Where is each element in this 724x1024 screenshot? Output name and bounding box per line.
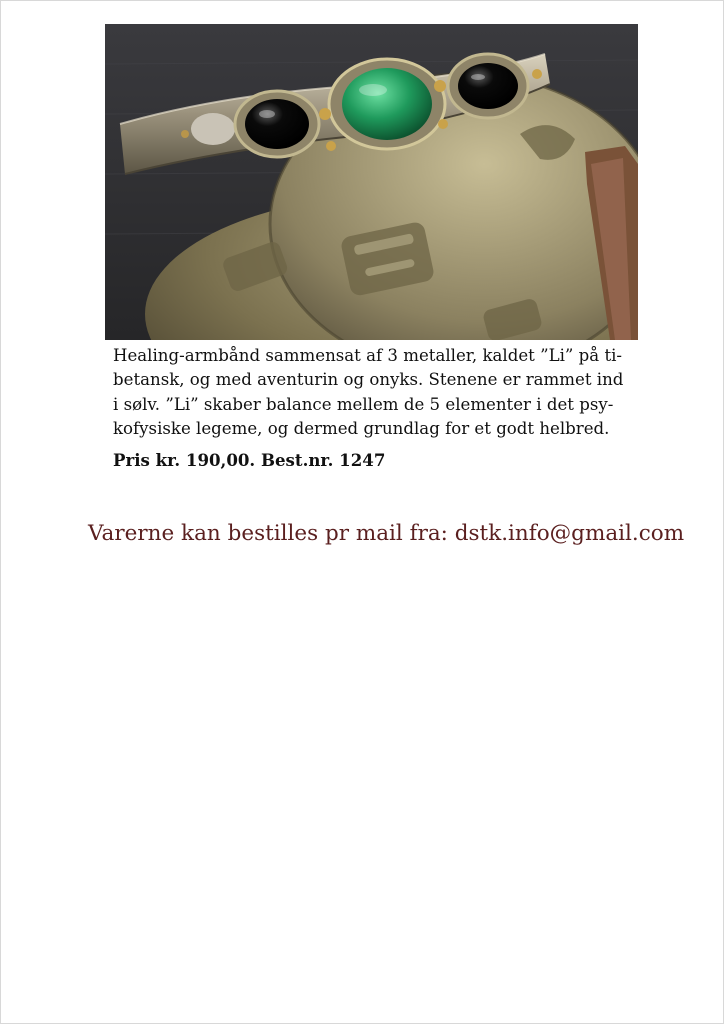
product-description xyxy=(113,344,653,441)
price-and-order-number: Pris kr. 190,00. Best.nr. 1247 xyxy=(113,450,386,470)
product-photo xyxy=(105,24,638,340)
description-line: i sølv. ”Li” skaber balance mellem de 5 elementer i det psy- xyxy=(113,394,614,414)
description-line: Healing-armbånd sammensat af 3 metaller, kaldet ”Li” på ti- xyxy=(113,346,623,365)
description-line: kofysiske legeme, og dermed grundlag for et godt helbred. xyxy=(113,418,610,438)
description-line: betansk, og med aventurin og onyks. Stenene er rammet ind xyxy=(113,370,624,390)
order-info-text: Varerne kan bestilles pr mail fra: dstk.info@gmail.com xyxy=(88,521,685,546)
